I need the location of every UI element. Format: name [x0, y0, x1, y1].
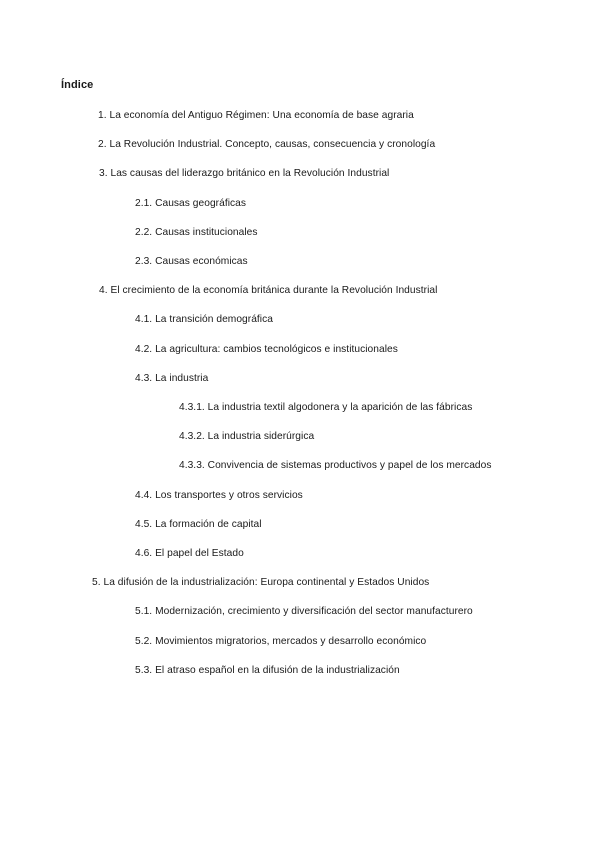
toc-entry: 5.3. El atraso español en la difusión de la industrialización	[135, 665, 400, 676]
toc-entry: 4.1. La transición demográfica	[135, 314, 273, 325]
toc-entry: 4.3. La industria	[135, 373, 209, 384]
toc-entry: 2. La Revolución Industrial. Concepto, causas, consecuencia y cronología	[98, 139, 436, 150]
toc-entry: 4.6. El papel del Estado	[135, 548, 244, 559]
toc-entry: 4.4. Los transportes y otros servicios	[135, 490, 303, 501]
toc-entry: 2.1. Causas geográficas	[135, 198, 247, 209]
toc-entry: 2.3. Causas económicas	[135, 256, 248, 267]
toc-entry: 5. La difusión de la industrialización: Europa continental y Estados Unidos	[92, 577, 430, 588]
toc-entry: 4.5. La formación de capital	[135, 519, 262, 530]
toc-entry: 4.2. La agricultura: cambios tecnológicos e institucionales	[135, 344, 398, 355]
toc-entry: 5.1. Modernización, crecimiento y diversificación del sector manufacturero	[135, 606, 473, 617]
toc-entry: 3. Las causas del liderazgo británico en la Revolución Industrial	[99, 168, 390, 179]
toc-entry: 4.3.2. La industria siderúrgica	[179, 431, 315, 442]
toc-entry: 4.3.3. Convivencia de sistemas productivos y papel de los mercados	[179, 460, 492, 471]
toc-entry: 2.2. Causas institucionales	[135, 227, 258, 238]
toc-entry: 4.3.1. La industria textil algodonera y la aparición de las fábricas	[179, 402, 473, 413]
toc-entry: 4. El crecimiento de la economía británica durante la Revolución Industrial	[99, 285, 438, 296]
toc-entry: 1. La economía del Antiguo Régimen: Una economía de base agraria	[98, 110, 414, 121]
toc-entry: 5.2. Movimientos migratorios, mercados y desarrollo económico	[135, 636, 427, 647]
page-title: Índice	[61, 79, 94, 91]
